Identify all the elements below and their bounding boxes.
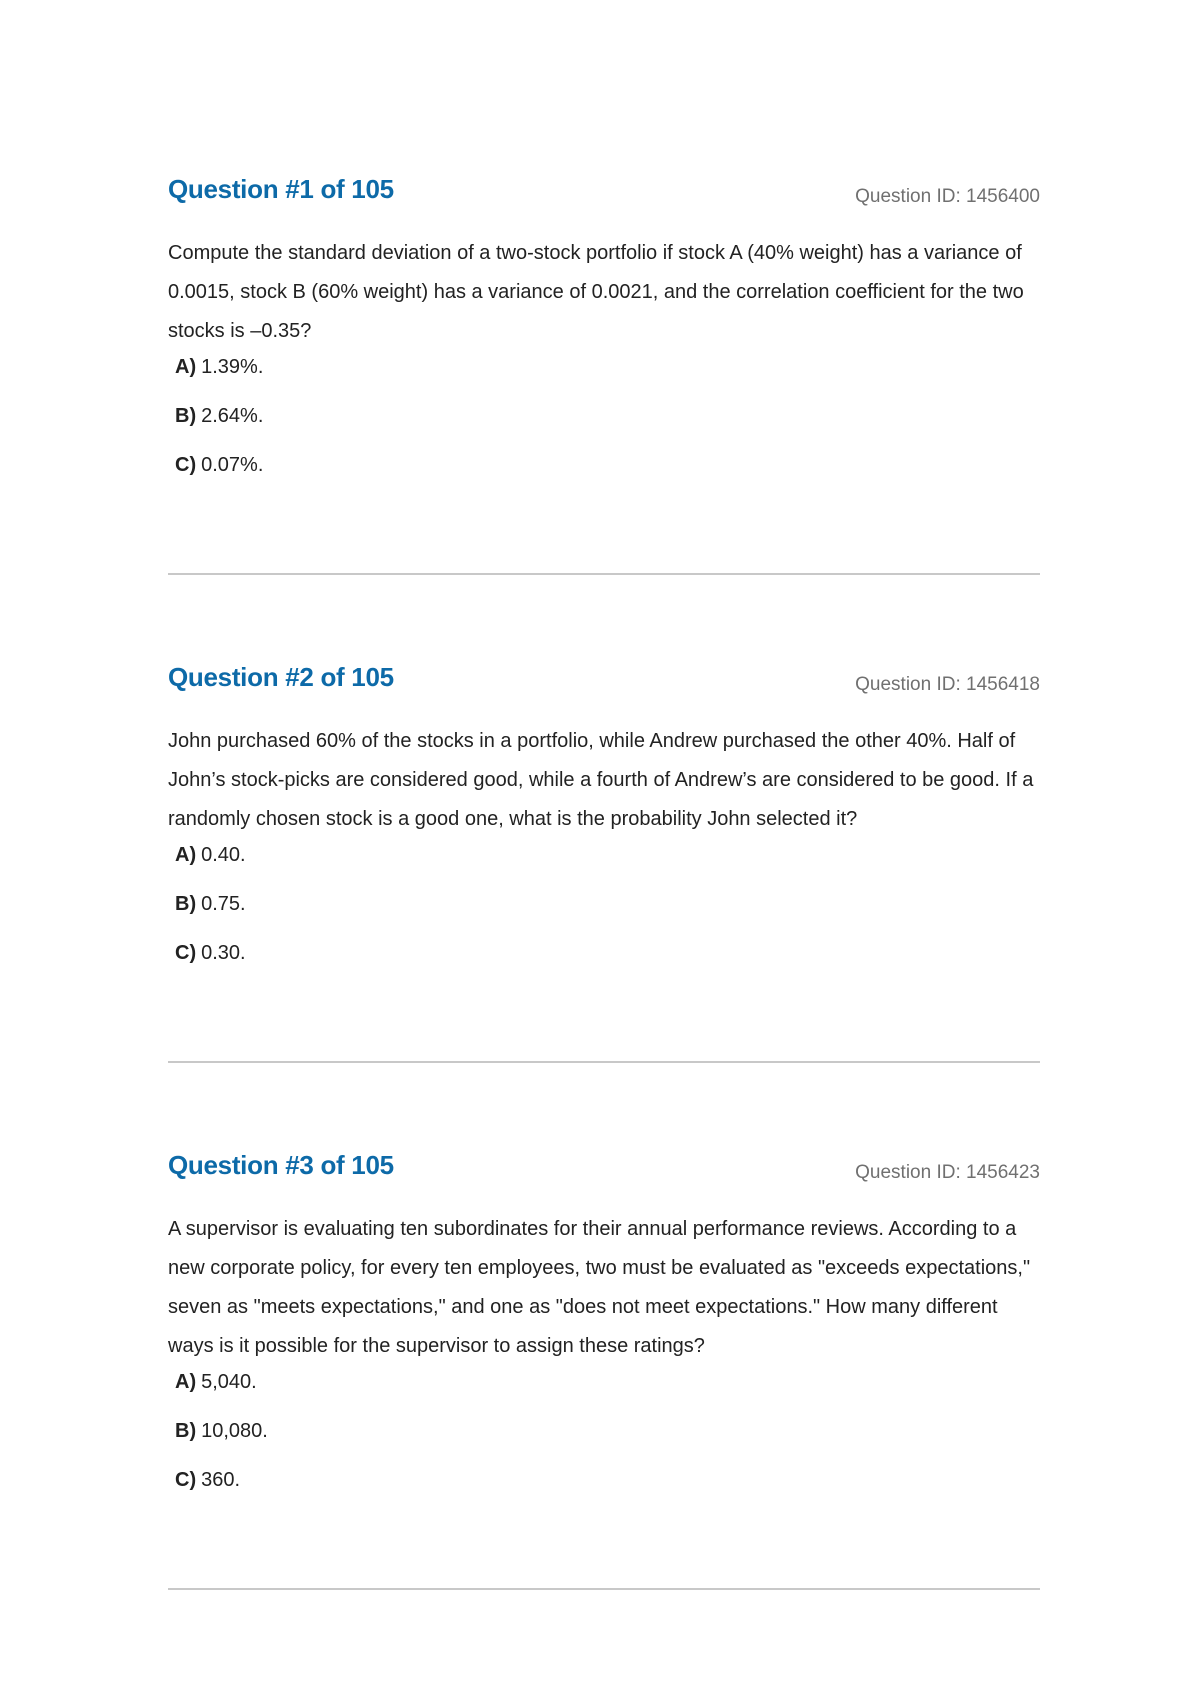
answer-letter: C): [175, 1469, 197, 1491]
answer-text: 0.40.: [201, 844, 246, 866]
question-title: Question #1 of 105: [168, 174, 394, 204]
question-id: Question ID: 1456418: [855, 674, 1040, 695]
answer-text: 10,080.: [201, 1420, 268, 1442]
question-block: [168, 658, 1040, 1146]
question-divider: [168, 1061, 1040, 1063]
question-text: A supervisor is evaluating ten subordinates for their annual performance reviews. According to a new corporate policy, for every ten employees, two must be evaluated as "exceeds expectations," seven as "meets expectations," and one as "does not meet expectations." How many different ways is it possible for the supervisor to assign these ratings?: [168, 1218, 1031, 1357]
answer-letter: C): [175, 454, 197, 476]
answer-letter: C): [175, 942, 197, 964]
answer-option-b[interactable]: [175, 1419, 268, 1468]
question-list: [168, 170, 1040, 1674]
answer-text: 360.: [201, 1469, 241, 1491]
answer-option-b[interactable]: [175, 892, 246, 941]
question-divider: [168, 573, 1040, 575]
answer-text: 0.30.: [201, 942, 246, 964]
answer-letter: B): [175, 893, 197, 915]
answer-option-a[interactable]: [175, 1370, 268, 1419]
answer-text: 0.07%.: [201, 454, 264, 476]
answer-text: 0.75.: [201, 893, 246, 915]
question-block: [168, 1146, 1040, 1674]
question-text: Compute the standard deviation of a two-stock portfolio if stock A (40% weight) has a variance of 0.0015, stock B (60% weight) has a variance of 0.0021, and the correlation coefficient for the two stocks is –0.35?: [168, 242, 1024, 342]
answer-text: 5,040.: [201, 1371, 257, 1393]
answer-text: 1.39%.: [201, 356, 264, 378]
question-header: [168, 170, 1040, 210]
answer-list: [175, 1370, 268, 1517]
answer-letter: B): [175, 1420, 197, 1442]
answer-option-b[interactable]: [175, 404, 263, 453]
answer-option-c[interactable]: [175, 453, 263, 502]
question-divider: [168, 1588, 1040, 1590]
question-header: [168, 1146, 1040, 1186]
question-text: John purchased 60% of the stocks in a portfolio, while Andrew purchased the other 40%. Half of John’s stock-picks are considered good, while a fourth of Andrew’s are considered to be good. If a randomly chosen stock is a good one, what is the probability John selected it?: [168, 730, 1034, 830]
question-title: Question #3 of 105: [168, 1150, 394, 1180]
answer-letter: A): [175, 1371, 197, 1393]
answer-list: [175, 843, 246, 990]
question-header: [168, 658, 1040, 698]
question-id: Question ID: 1456423: [855, 1162, 1040, 1183]
answer-option-c[interactable]: [175, 941, 246, 990]
answer-list: [175, 355, 263, 502]
question-block: [168, 170, 1040, 658]
answer-option-c[interactable]: [175, 1468, 268, 1517]
question-title: Question #2 of 105: [168, 662, 394, 692]
question-id: Question ID: 1456400: [855, 186, 1040, 207]
answer-letter: A): [175, 356, 197, 378]
answer-option-a[interactable]: [175, 355, 263, 404]
answer-letter: B): [175, 405, 197, 427]
answer-letter: A): [175, 844, 197, 866]
answer-text: 2.64%.: [201, 405, 264, 427]
answer-option-a[interactable]: [175, 843, 246, 892]
